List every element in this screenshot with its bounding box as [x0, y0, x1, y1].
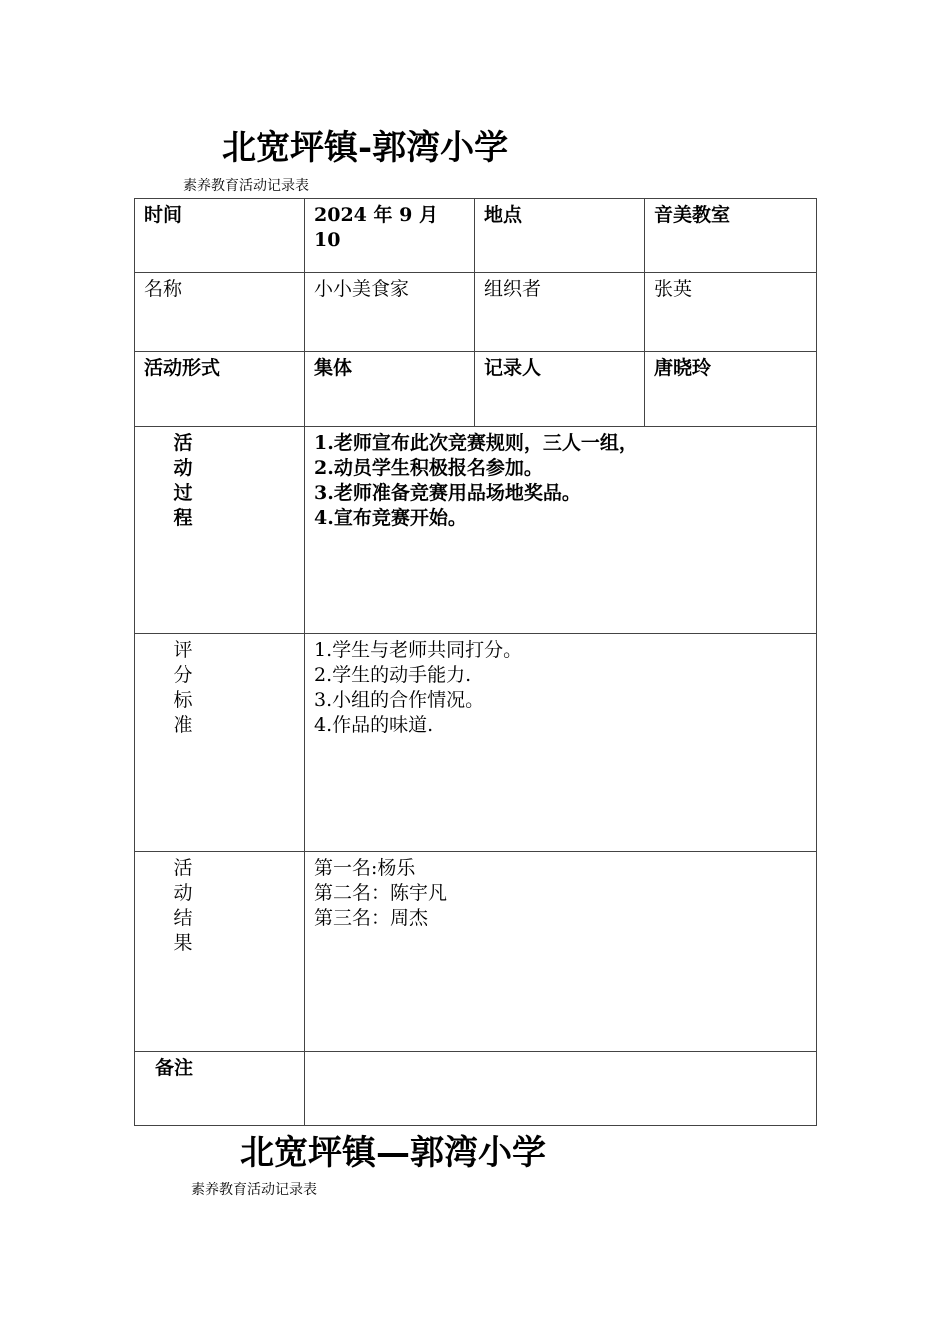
criteria-content	[305, 634, 817, 852]
form-value: 集体	[305, 352, 475, 427]
list-item: 2.动员学生积极报名参加。	[314, 457, 543, 479]
list-item: 1.学生与老师共同打分。	[314, 639, 523, 661]
name-label: 名称	[135, 273, 305, 352]
name-value: 小小美食家	[305, 273, 475, 352]
row-name-organizer	[135, 273, 817, 352]
row-result	[135, 852, 817, 1052]
process-content	[305, 427, 817, 634]
process-label: 活 动 过 程	[135, 427, 305, 634]
list-item: 第二名：陈宇凡	[314, 882, 448, 904]
page-title-repeat: 北宽坪镇—郭湾小学	[240, 1133, 546, 1173]
organizer-value: 张英	[645, 273, 817, 352]
criteria-label: 评 分 标 准	[135, 634, 305, 852]
list-item: 2.学生的动手能力.	[314, 664, 472, 686]
list-item: 3.小组的合作情况。	[314, 689, 485, 711]
result-label: 活 动 结 果	[135, 852, 305, 1052]
list-item: 1.老师宣布此次竞赛规则，三人一组，	[314, 432, 638, 454]
row-notes	[135, 1052, 817, 1126]
page-subtitle-repeat: 素养教育活动记录表	[191, 1182, 317, 1198]
list-item: 第一名:杨乐	[314, 857, 416, 879]
recorder-value: 唐晓玲	[645, 352, 817, 427]
notes-value	[305, 1052, 817, 1126]
organizer-label: 组织者	[475, 273, 645, 352]
list-item: 3.老师准备竞赛用品场地奖品。	[314, 482, 581, 504]
place-value: 音美教室	[645, 199, 817, 273]
notes-label: 备注	[135, 1052, 305, 1126]
page-title: 北宽坪镇-郭湾小学	[222, 128, 509, 168]
list-item: 4.宣布竞赛开始。	[314, 507, 467, 529]
page-subtitle: 素养教育活动记录表	[183, 178, 309, 194]
list-item: 4.作品的味道.	[314, 714, 434, 736]
row-time-place	[135, 199, 817, 273]
recorder-label: 记录人	[475, 352, 645, 427]
activity-record-table	[134, 198, 817, 1126]
time-label: 时间	[135, 199, 305, 273]
form-label: 活动形式	[135, 352, 305, 427]
row-process	[135, 427, 817, 634]
result-content	[305, 852, 817, 1052]
place-label: 地点	[475, 199, 645, 273]
row-form-recorder	[135, 352, 817, 427]
row-criteria	[135, 634, 817, 852]
time-value: 2024 年 9 月 10	[305, 199, 475, 273]
list-item: 第三名：周杰	[314, 907, 429, 929]
